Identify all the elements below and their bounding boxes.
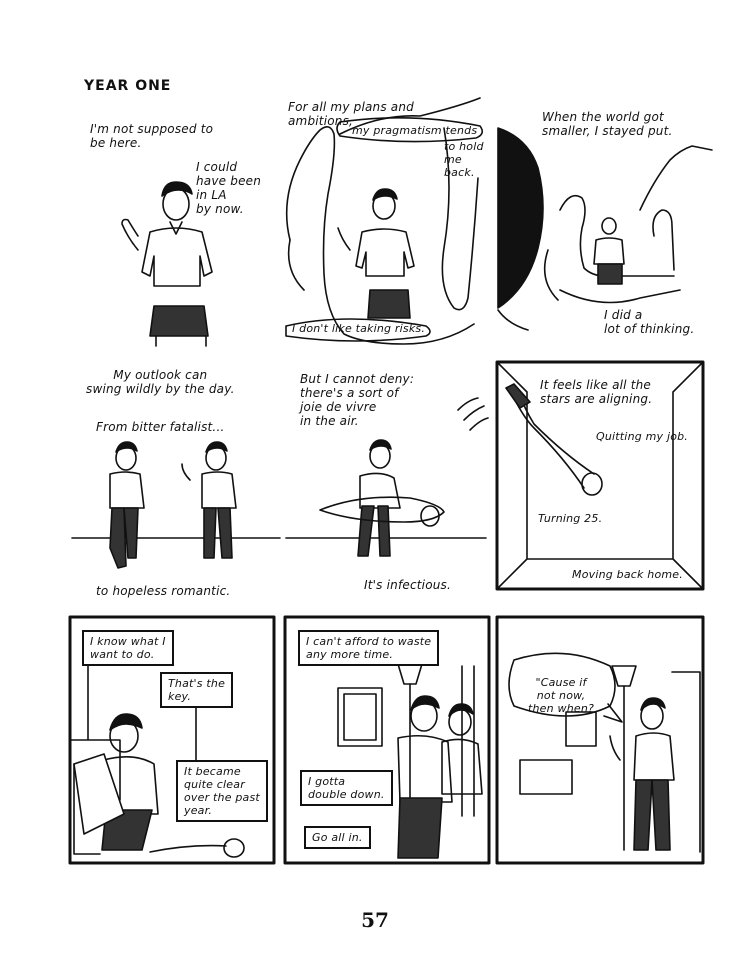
panel4-caption-b: From bitter fatalist...	[96, 420, 225, 434]
motion-lines	[458, 398, 488, 430]
wall-frame-panel9	[566, 712, 596, 746]
panel5-caption-b: It's infectious.	[364, 578, 452, 592]
panel7-box-b: That's the key.	[160, 672, 233, 708]
panel7-box-a: I know what I want to do.	[82, 630, 174, 666]
head-silhouette	[498, 128, 543, 330]
section-title: YEAR ONE	[84, 78, 172, 94]
panel2-caption-b: my pragmatism tends	[352, 124, 478, 137]
panel3-caption-b: I did a lot of thinking.	[604, 308, 695, 336]
panel4-caption-a: My outlook can swing wildly by the day.	[86, 368, 235, 396]
panel4-caption-c: to hopeless romantic.	[96, 584, 231, 598]
panel6-caption-a: It feels like all the stars are aligning.	[540, 378, 653, 406]
bulletin-board	[520, 760, 572, 794]
panel6-caption-b: Quitting my job.	[596, 430, 689, 443]
panel6-caption-c: Turning 25.	[538, 512, 603, 525]
panel8-box-c: Go all in.	[304, 826, 371, 849]
panel1-caption-a: I'm not supposed to be here.	[90, 122, 214, 150]
panel8-box-a: I can't afford to waste any more time.	[298, 630, 439, 666]
floor-lamp-panel9	[612, 666, 636, 850]
panel2-caption-d: I don't like taking risks.	[292, 322, 426, 335]
man-lying-figure	[150, 839, 244, 857]
panel8-box-b: I gotta double down.	[300, 770, 393, 806]
panel6-caption-d: Moving back home.	[572, 568, 683, 581]
page-number: 57	[361, 908, 389, 932]
panel7-box-c: It became quite clear over the past year.	[176, 760, 268, 822]
man-romantic-figure	[182, 442, 236, 558]
panel3-caption-a: When the world got smaller, I stayed put.	[542, 110, 673, 138]
man-lifting-box-figure	[74, 714, 158, 854]
man-tiny-figure-panel3	[594, 218, 624, 284]
panel2-caption-c: to hold me back.	[444, 140, 484, 179]
panel9-speech-text: "Cause if not now, then when?	[528, 676, 595, 715]
man-small-figure-panel2	[338, 189, 414, 318]
panel2-caption-a: For all my plans and ambitions,	[288, 100, 414, 128]
framing-hands	[545, 146, 712, 303]
panel1-caption-b: I could have been in LA by now.	[196, 160, 262, 216]
bookshelf-panel9	[672, 672, 700, 852]
panel5-caption-a: But I cannot deny: there's a sort of joie de vivre in the air.	[300, 372, 415, 428]
wall-frame-inner-panel8	[344, 694, 376, 740]
man-fatalist-figure	[110, 442, 144, 568]
panel9-frame	[497, 617, 703, 863]
